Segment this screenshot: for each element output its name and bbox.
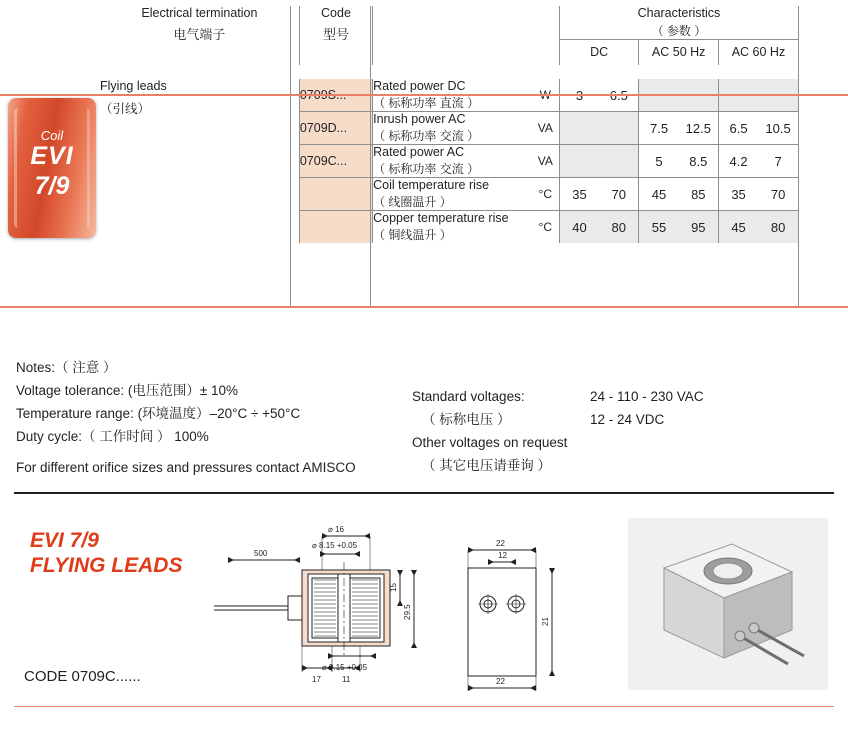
notes-duty-cycle: Duty cycle:（ 工作时间 ） 100% [16, 429, 209, 444]
subheader-dc: DC [559, 40, 639, 66]
other-voltages-label-cn: （ 其它电压请垂询 ） [422, 458, 552, 473]
cell-code-2: 0709C... [299, 145, 372, 178]
header-termination: Electrical termination 电气端子 [141, 6, 258, 42]
cell-v3-3: 85 [679, 178, 719, 211]
dim-17: 17 [312, 675, 321, 684]
bottom-title-line1: EVI 7/9 [30, 529, 99, 552]
notes-voltage-tolerance: Voltage tolerance: (电压范围）± 10% [16, 383, 239, 398]
subheader-ac60: AC 60 Hz [718, 40, 798, 66]
table-bottom-rule [0, 306, 848, 308]
table-top-rule [0, 94, 848, 96]
cell-v2-4: 4.2 [718, 145, 758, 178]
voltages-values [590, 385, 704, 431]
notes-block [16, 356, 356, 479]
dim-21: 21 [541, 617, 550, 626]
dim-16: ⌀ 16 [328, 525, 344, 534]
footer-rule [14, 706, 834, 707]
cell-v4-5: 80 [758, 211, 798, 244]
bottom-title [30, 528, 182, 578]
dim-12: 12 [498, 551, 507, 560]
dim-11: 11 [342, 675, 351, 684]
cell-v1-2: 7.5 [639, 112, 679, 145]
table-vline-right [798, 6, 799, 306]
cell-v3-0: 35 [559, 178, 599, 211]
bottom-title-line2: FLYING LEADS [30, 554, 183, 577]
cell-v1-0 [559, 112, 599, 145]
technical-drawing [200, 516, 630, 694]
dim-295: 29.5 [403, 604, 412, 620]
cell-v2-5: 7 [758, 145, 798, 178]
other-voltages-label: Other voltages on request [412, 435, 568, 450]
cell-v4-0: 40 [559, 211, 599, 244]
badge-size-label: 7/9 [34, 172, 70, 200]
dim-815: ⌀ 8.15 +0.05 [312, 541, 358, 550]
cell-termination: Flying leads （引线） [100, 79, 167, 116]
table-vline-code [290, 6, 291, 306]
product-photo-svg [628, 518, 828, 690]
rule-spacer [100, 65, 798, 79]
dim-500: 500 [254, 549, 268, 558]
specification-table [100, 6, 798, 243]
subheader-spacer [373, 40, 560, 66]
cell-v4-1: 80 [599, 211, 639, 244]
header-characteristics: Characteristics （ 参数 ） [559, 6, 798, 40]
badge-coil-label: Coil [40, 128, 64, 143]
notes-temperature-range: Temperature range: (环境温度）–20°C ÷ +50°C [16, 406, 301, 421]
cell-row-label-3: Coil temperature rise （ 线圈温升 ） [373, 178, 532, 211]
cell-unit-2: VA [532, 145, 560, 178]
product-photo [628, 518, 828, 690]
cell-code-blank-4 [299, 211, 372, 244]
cell-v1-5: 10.5 [758, 112, 798, 145]
cell-v1-3: 12.5 [679, 112, 719, 145]
voltage-ac-value: 24 - 110 - 230 VAC [590, 389, 704, 404]
drawing-svg [200, 516, 630, 694]
dim-15: 15 [389, 583, 398, 592]
section-divider-rule [14, 492, 834, 494]
cell-unit-4: °C [532, 211, 560, 244]
cell-v4-2: 55 [639, 211, 679, 244]
cell-v1-4: 6.5 [718, 112, 758, 145]
cell-v2-1 [599, 145, 639, 178]
dim-22-top: 22 [496, 539, 505, 548]
cell-unit-3: °C [532, 178, 560, 211]
subheader-ac50: AC 50 Hz [639, 40, 719, 66]
standard-voltages-label: Standard voltages: [412, 389, 525, 404]
cell-v2-2: 5 [639, 145, 679, 178]
notes-footer: For different orifice sizes and pressures contact AMISCO [16, 460, 356, 475]
cell-code-1: 0709D... [299, 112, 372, 145]
badge-evi-label: EVI [30, 142, 74, 170]
cell-v3-1: 70 [599, 178, 639, 211]
cell-v2-0 [559, 145, 599, 178]
dim-915: ⌀ 9.15 +0.05 [322, 663, 368, 672]
cell-v2-3: 8.5 [679, 145, 719, 178]
standard-voltages-label-cn: （ 标称电压 ） [422, 412, 511, 427]
table-vline-characteristics [370, 6, 371, 306]
cell-v4-4: 45 [718, 211, 758, 244]
voltage-dc-value: 12 - 24 VDC [590, 412, 665, 427]
cell-unit-1: VA [532, 112, 560, 145]
dim-22-bottom: 22 [496, 677, 505, 686]
header-spacer [373, 6, 560, 40]
cell-v3-4: 35 [718, 178, 758, 211]
cell-v3-5: 70 [758, 178, 798, 211]
cell-v4-3: 95 [679, 211, 719, 244]
coil-badge [8, 98, 96, 238]
cell-row-label-2: Rated power AC （ 标称功率 交流 ） [373, 145, 532, 178]
cell-v1-1 [599, 112, 639, 145]
table-header-row [100, 6, 798, 40]
cell-row-label-1: Inrush power AC （ 标称功率 交流 ） [373, 112, 532, 145]
voltages-labels [412, 385, 567, 477]
cell-v3-2: 45 [639, 178, 679, 211]
cell-code-blank-3 [299, 178, 372, 211]
cell-row-label-4: Copper temperature rise （ 铜线温升 ） [373, 211, 532, 244]
bottom-code: CODE 0709C...... [24, 668, 141, 685]
cell-row-label-0: Rated power DC （ 标称功率 直流 ） [373, 79, 532, 112]
notes-title: Notes:（ 注意 ） [16, 360, 117, 375]
header-code: Code 型号 [299, 6, 372, 65]
